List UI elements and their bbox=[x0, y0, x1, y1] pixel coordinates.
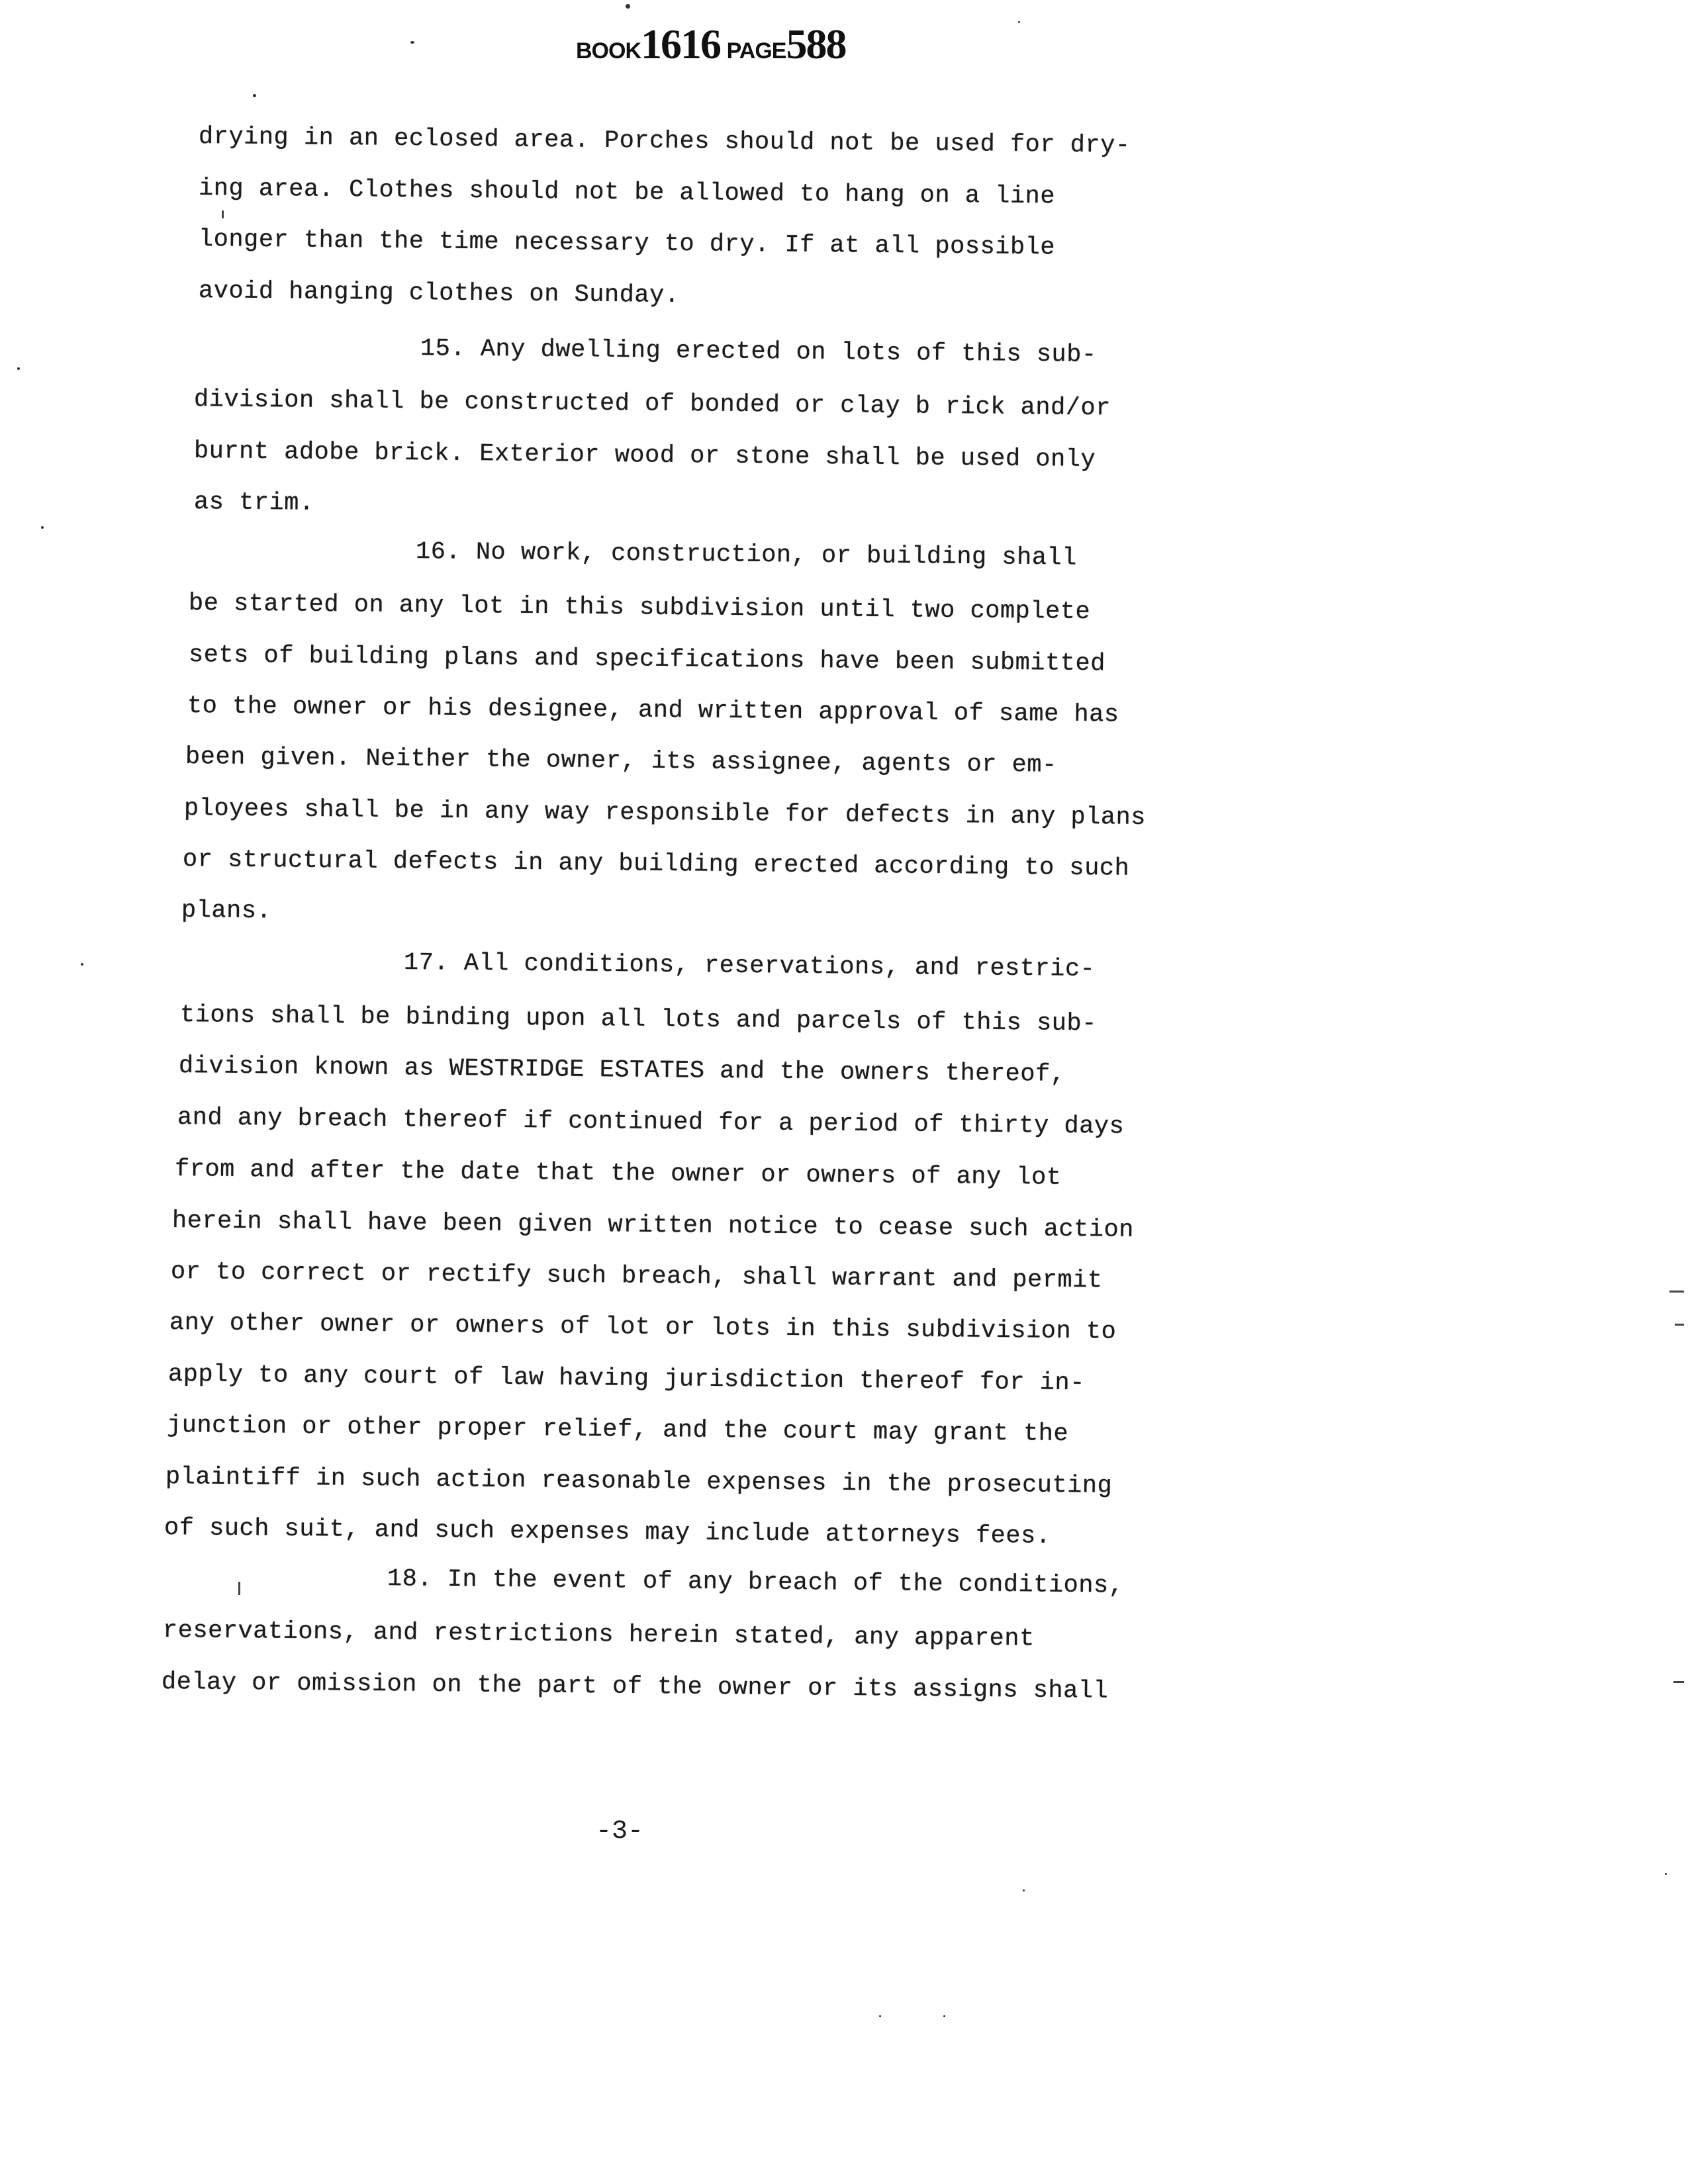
scan-speck bbox=[253, 94, 256, 97]
text-line: tions shall be binding upon all lots and parcels of this sub- bbox=[179, 1001, 1098, 1038]
scan-tick bbox=[1673, 1681, 1684, 1683]
scan-tick bbox=[238, 1582, 240, 1595]
text-line: or structural defects in any building erected according to such bbox=[182, 846, 1130, 883]
text-line: reservations, and restrictions herein stated, any apparent bbox=[162, 1617, 1035, 1653]
text-line: plaintiff in such action reasonable expenses in the prosecuting bbox=[165, 1463, 1113, 1500]
text-line: sets of building plans and specifications have been submitted bbox=[188, 641, 1106, 678]
text-line: plans. bbox=[181, 897, 272, 926]
scan-tick bbox=[1669, 1291, 1684, 1293]
text-line: avoid hanging clothes on Sunday. bbox=[198, 277, 680, 310]
text-line: any other owner or owners of lot or lots in this subdivision to bbox=[169, 1309, 1117, 1346]
scan-speck bbox=[81, 963, 83, 966]
text-line: division known as WESTRIDGE ESTATES and the owners thereof, bbox=[178, 1052, 1066, 1089]
scan-speck bbox=[410, 41, 414, 44]
text-line: been given. Neither the owner, its assignee, agents or em- bbox=[185, 743, 1057, 780]
text-line: delay or omission on the part of the owner or its assigns shall bbox=[161, 1668, 1109, 1706]
text-line: longer than the time necessary to dry. If at all possible bbox=[198, 226, 1056, 262]
text-line: to the owner or his designee, and written approval of same has bbox=[187, 692, 1119, 729]
page-label: PAGE bbox=[726, 38, 786, 64]
text-line: 17. All conditions, reservations, and restric- bbox=[403, 949, 1096, 984]
text-line: junction or other proper relief, and the court may grant the bbox=[166, 1412, 1069, 1449]
text-line: from and after the date that the owner or owners of any lot bbox=[174, 1156, 1062, 1192]
book-number: 1616 bbox=[641, 21, 720, 68]
text-line: drying in an eclosed area. Porches should not be used for dry- bbox=[198, 123, 1131, 160]
page-number-stamp: 588 bbox=[786, 21, 846, 68]
text-line: 16. No work, construction, or building shall bbox=[415, 538, 1078, 572]
text-line: 15. Any dwelling erected on lots of this sub- bbox=[420, 335, 1097, 369]
scan-tick bbox=[1675, 1324, 1684, 1326]
scan-speck bbox=[626, 4, 630, 9]
scan-speck bbox=[17, 367, 20, 370]
text-line: herein shall have been given written notice to cease such action bbox=[171, 1207, 1135, 1244]
text-line: and any breach thereof if continued for a period of thirty days bbox=[177, 1104, 1125, 1141]
text-line: be started on any lot in this subdivision until two complete bbox=[188, 590, 1091, 627]
text-line: apply to any court of law having jurisdiction thereof for in- bbox=[167, 1361, 1086, 1398]
scan-speck bbox=[41, 526, 44, 529]
scan-speck bbox=[1023, 1889, 1025, 1891]
text-line: or to correct or rectify such breach, shall warrant and permit bbox=[170, 1258, 1103, 1295]
scan-tick bbox=[222, 210, 224, 218]
scan-speck bbox=[1665, 1873, 1667, 1875]
scan-speck bbox=[943, 2015, 945, 2017]
recording-stamp bbox=[576, 20, 867, 66]
text-line: of such suit, and such expenses may include attorneys fees. bbox=[164, 1514, 1051, 1551]
page-number: -3- bbox=[596, 1817, 644, 1846]
text-line: burnt adobe brick. Exterior wood or stone shall be used only bbox=[193, 437, 1096, 475]
scan-speck bbox=[879, 2015, 881, 2017]
text-line: division shall be constructed of bonded or clay b rick and/or bbox=[193, 386, 1111, 423]
scan-speck bbox=[1018, 21, 1020, 23]
text-line: ing area. Clothes should not be allowed to hang on a line bbox=[198, 175, 1056, 211]
book-label: BOOK bbox=[576, 38, 641, 64]
text-line: as trim. bbox=[193, 488, 314, 518]
text-line: 18. In the event of any breach of the conditions, bbox=[387, 1565, 1124, 1600]
text-line: ployees shall be in any way responsible for defects in any plans bbox=[183, 795, 1147, 832]
